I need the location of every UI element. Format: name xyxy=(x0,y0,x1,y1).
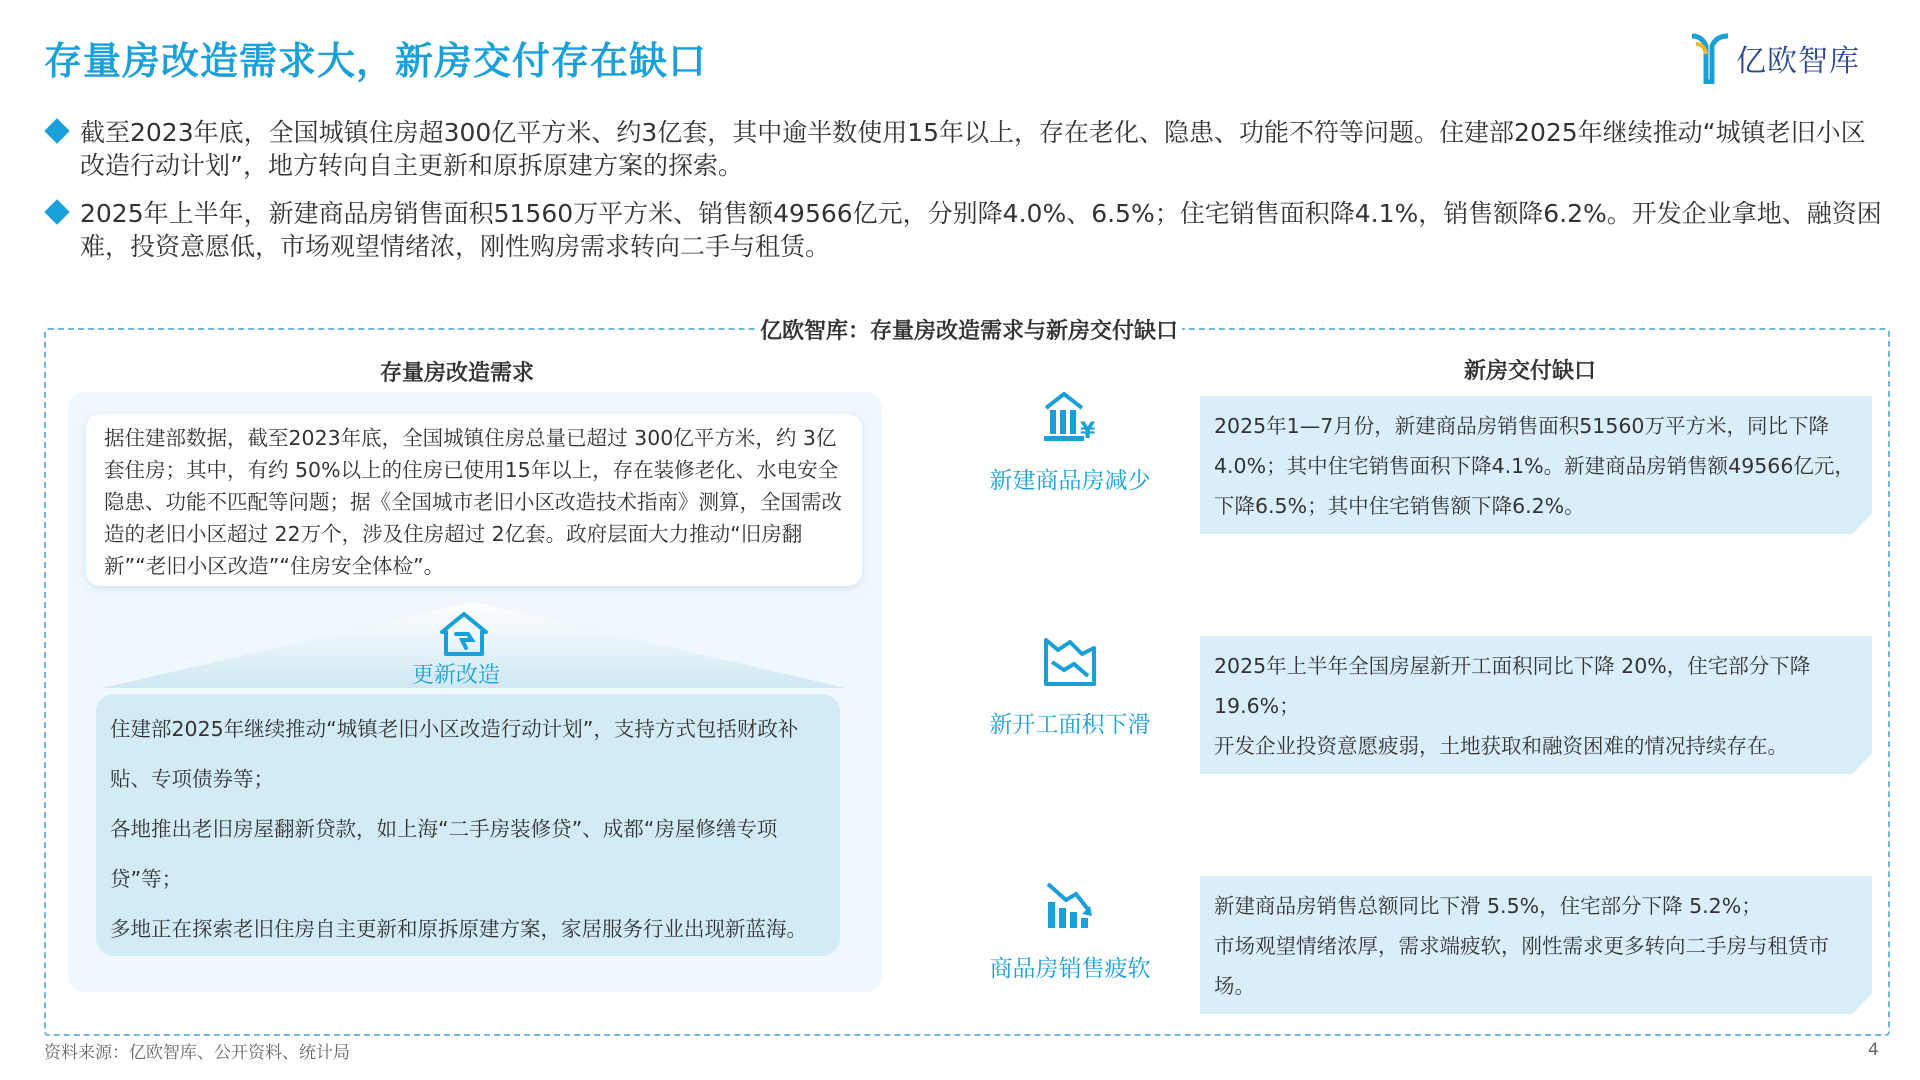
building-yuan-icon xyxy=(1042,390,1098,444)
new-construction-text-box xyxy=(1200,636,1872,774)
brand-logo xyxy=(1690,30,1890,86)
source-note: 资料来源：亿欧智库、公开资料、统计局 xyxy=(44,1043,350,1063)
renovation-demand-text: 据住建部数据，截至2023年底，全国城镇住房总量已超过 300亿平方米，约 3亿套住房；其中，有约 50%以上的住房已使用15年以上，存在装修老化、水电安全隐患、功能不匹配等问题；据《全国城市老旧小区改造技术指南》测算，全国需改造的老旧小区超过 22万个，涉及住房超过 2亿套。政府层面大力推动“旧房翻新”“老旧小区改造”“住房安全体检”。 xyxy=(86,414,862,586)
page-title: 存量房改造需求大，新房交付存在缺口 xyxy=(44,39,708,83)
category-label: 商品房销售疲软 xyxy=(989,956,1151,982)
new-housing-text: 2025年1—7月份，新建商品房销售面积51560万平方米，同比下降4.0%；其中住宅销售面积下降4.1%。新建商品房销售额49566亿元，下降6.5%；其中住宅销售额下降6.2%。 xyxy=(1214,414,1855,518)
diamond-bullet-icon xyxy=(44,118,69,143)
logo-mark-icon xyxy=(1690,32,1730,84)
renovation-policy-box xyxy=(96,694,840,956)
category-sales-weak xyxy=(968,878,1172,983)
left-heading: 存量房改造需求 xyxy=(380,361,535,386)
policy-line: 各地推出老旧房屋翻新贷款，如上海“二手房装修贷”、成都“房屋修缮专项贷”等； xyxy=(110,817,778,891)
svg-text:¥: ¥ xyxy=(1080,419,1096,444)
bar-decline-icon xyxy=(1042,878,1098,932)
right-heading: 新房交付缺口 xyxy=(1464,359,1597,384)
sales-line: 新建商品房销售总额同比下滑 5.5%，住宅部分下降 5.2%； xyxy=(1214,894,1762,918)
category-new-housing xyxy=(968,390,1172,495)
bullet-item xyxy=(48,197,1888,263)
sales-text-box xyxy=(1200,876,1872,1014)
diamond-bullet-icon xyxy=(44,199,69,224)
bullet-text: 截至2023年底，全国城镇住房超300亿平方米、约3亿套，其中逾半数使用15年以上，存在老化、隐患、功能不符等问题。住建部2025年继续推动“城镇老旧小区改造行动计划”，地方转向自主更新和原拆原建方案的探索。 xyxy=(80,118,1866,180)
page-fold-corner xyxy=(1852,754,1872,774)
diagram-title: 亿欧智库：存量房改造需求与新房交付缺口 xyxy=(756,314,1182,345)
bullet-text: 2025年上半年，新建商品房销售面积51560万平方米、销售额49566亿元，分别降4.0%、6.5%；住宅销售面积降4.1%，销售额降6.2%。开发企业拿地、融资困难，投资意愿低，市场观望情绪浓，刚性购房需求转向二手与租赁。 xyxy=(80,199,1882,261)
policy-line: 多地正在探索老旧住房自主更新和原拆原建方案，家居服务行业出现新蓝海。 xyxy=(110,917,807,941)
sales-line: 市场观望情绪浓厚，需求端疲软，刚性需求更多转向二手房与租赁市场。 xyxy=(1214,934,1829,998)
new-housing-text-box xyxy=(1200,396,1872,534)
logo-text: 亿欧智库 xyxy=(1736,44,1860,79)
factory-decline-icon xyxy=(1042,634,1098,688)
roof-label: 更新改造 xyxy=(412,663,501,688)
page-fold-corner xyxy=(1852,994,1872,1014)
category-label: 新开工面积下滑 xyxy=(989,712,1151,738)
page-fold-corner xyxy=(1852,514,1872,534)
construction-line: 开发企业投资意愿疲弱，土地获取和融资困难的情况持续存在。 xyxy=(1214,734,1788,758)
category-label: 新建商品房减少 xyxy=(989,468,1151,494)
house-wrench-icon xyxy=(438,610,490,658)
bullet-item xyxy=(48,116,1888,182)
page-number: 4 xyxy=(1868,1040,1879,1060)
category-new-construction xyxy=(968,634,1172,739)
construction-line: 2025年上半年全国房屋新开工面积同比下降 20%，住宅部分下降 19.6%； xyxy=(1214,654,1811,718)
policy-line: 住建部2025年继续推动“城镇老旧小区改造行动计划”，支持方式包括财政补贴、专项债券等； xyxy=(110,717,799,791)
